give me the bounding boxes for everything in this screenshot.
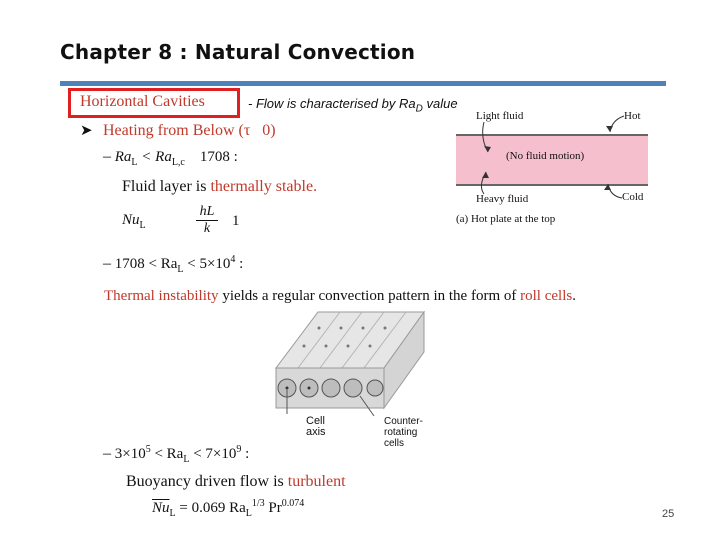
nu-value: 1 — [232, 213, 240, 229]
subtitle-text: - Flow is characterised by Ra — [248, 96, 416, 111]
figure-caption: (a) Hot plate at the top — [456, 213, 556, 225]
slide-title: Chapter 8 : Natural Convection — [60, 40, 416, 64]
heading-end: 0) — [262, 122, 276, 139]
roll-cells-figure — [274, 306, 426, 449]
counter-rotating-label: Counter-rotating cells — [384, 416, 423, 449]
nu-bar-symbol: $\overline{Nu}$ — [152, 500, 170, 516]
dash-marker: – — [103, 445, 111, 462]
case2-text-c: roll cells — [520, 288, 573, 304]
case2-expr-sup: 4 — [230, 254, 236, 265]
hot-plate-diagram — [456, 102, 666, 232]
case3-text-b: turbulent — [287, 473, 346, 490]
case3-text-a: Buoyancy driven flow is — [126, 473, 288, 490]
ra-sub: L — [131, 157, 138, 168]
section-label: Horizontal Cavities — [80, 93, 205, 110]
hot-label: Hot — [624, 110, 641, 122]
title-divider — [60, 81, 666, 86]
case2-condition — [103, 254, 243, 275]
case1-value: 1708 : — [199, 149, 238, 165]
case1-nusselt — [122, 212, 146, 231]
case3-ra-sup: 1/3 — [251, 498, 265, 509]
case3-sub: L — [183, 454, 190, 465]
nu-symbol: Nu — [122, 212, 140, 228]
case3-correlation — [152, 498, 304, 519]
nu-sub: L — [139, 220, 146, 231]
case2-text-a: Thermal instability — [104, 288, 219, 304]
diagram-arrows — [456, 102, 666, 232]
lt-symbol: < Ra — [137, 149, 172, 165]
case3-eq: = 0.069 Ra — [175, 500, 246, 516]
heavy-fluid-label: Heavy fluid — [476, 193, 529, 205]
case2-expr-sub: L — [177, 264, 184, 275]
slide-subtitle — [248, 96, 458, 115]
dash-marker: – — [103, 148, 111, 165]
light-fluid-label: Light fluid — [476, 110, 524, 122]
cold-label: Cold — [622, 191, 644, 203]
case2-text-d: . — [572, 288, 576, 304]
case2-expr-b: < 5×10 — [183, 256, 231, 272]
case3-expr-c: < 7×10 — [189, 446, 237, 462]
lt-sub: L,c — [171, 157, 185, 168]
case3-condition — [103, 444, 249, 465]
case3-text — [126, 473, 346, 491]
case3-pr-sup: 0.074 — [281, 498, 305, 509]
cell-axis-label: Cell axis — [306, 415, 326, 438]
subtitle-end: value — [422, 96, 458, 111]
case3-expr-b: < Ra — [150, 446, 184, 462]
case3-sup1: 5 — [145, 444, 151, 455]
case3-sup2: 9 — [236, 444, 242, 455]
hl-over-k — [196, 204, 218, 237]
case2-text-b: yields a regular convection pattern in the form of — [218, 288, 521, 304]
case3-expr-end: : — [241, 446, 250, 462]
case3-pr: Pr — [264, 500, 282, 516]
case2-expr-end: : — [235, 256, 244, 272]
ra-symbol: Ra — [114, 149, 132, 165]
no-motion-label: (No fluid motion) — [506, 150, 585, 162]
case3-ra-sub: L — [245, 508, 252, 519]
case2-text — [104, 288, 576, 305]
case-heading — [103, 122, 276, 140]
case2-expr-a: 1708 < Ra — [114, 256, 178, 272]
dash-marker: – — [103, 255, 111, 272]
subtitle-sub: D — [415, 103, 423, 115]
case1-text — [122, 178, 317, 196]
nu-bar-sub: L — [169, 508, 176, 519]
k-denominator: k — [203, 221, 211, 236]
case1-condition — [103, 148, 238, 168]
case1-text-a: Fluid layer is — [122, 178, 211, 195]
heading-text: Heating from Below (τ — [103, 122, 251, 139]
case1-text-b: thermally stable. — [210, 178, 318, 195]
page-number: 25 — [662, 508, 675, 520]
arrow-bullet-icon: ➤ — [80, 122, 93, 139]
case3-expr-a: 3×10 — [114, 446, 146, 462]
hl-numerator: hL — [196, 204, 218, 221]
